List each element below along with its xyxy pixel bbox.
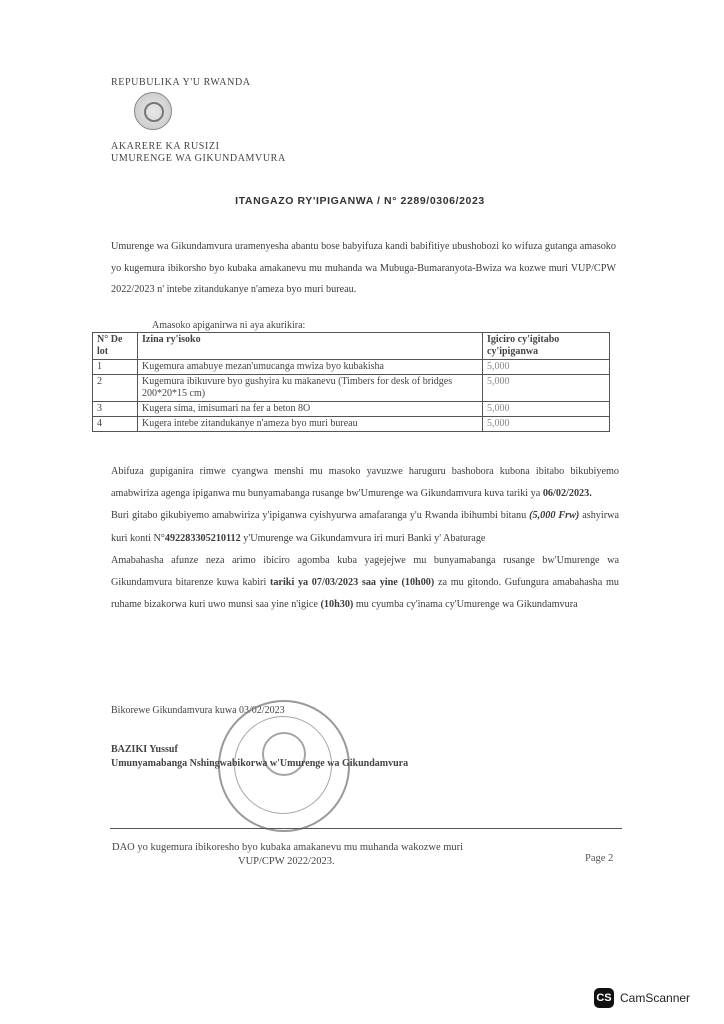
signer-name: BAZIKI Yussuf	[111, 744, 178, 755]
paragraph-text: Amabahasha afunze neza arimo ibiciro agomba kuba yagejejwe mu bunyamabanga rusange bw'Umurenge wa Gikundamvura bitarenze kuwa kabiri	[111, 554, 619, 589]
lot-price: 5,000	[483, 360, 610, 375]
header-lot: N° De lot	[93, 333, 138, 360]
table-row	[93, 417, 610, 432]
main-body	[111, 461, 619, 616]
sector-header: UMURENGE WA GIKUNDAMVURA	[111, 153, 286, 164]
table-row	[93, 402, 610, 417]
document-title: ITANGAZO RY'IPIGANWA / N° 2289/0306/2023	[235, 195, 485, 207]
paragraph-text: za mu gitondo. Gufungura amabahasha mu ruhame bizakorwa kuri uwo munsi saa yine n'igice	[111, 577, 619, 611]
rwanda-emblem-icon	[134, 92, 172, 130]
intro-paragraph: Umurenge wa Gikundamvura uramenyesha abantu bose babyifuza kandi babifitiye ubushobozi ko wifuza gutanga amasoko yo kugemura ibikorsho byo kubaka amakanevu mu muhanda wa Mubuga-Bumaranyota-Bwiza wa kozwe muri VUP/CPW 2022/2023 n' intebe zitandukanye n'ameza byo muri bureau.	[111, 241, 616, 295]
camscanner-logo-icon: CS	[594, 988, 614, 1008]
paragraph-documents	[111, 461, 619, 505]
footer-text-line2: VUP/CPW 2022/2023.	[238, 856, 335, 867]
paragraph-text: Buri gitabo gikubiyemo amabwiriza y'ipiganwa cyishyurwa amafaranga y'u Rwanda ibihumbi bitanu	[111, 510, 530, 522]
paragraph-text: y'Umurenge wa Gikundamvura iri muri Banki y' Abaturage	[240, 532, 486, 544]
page-number: Page 2	[585, 853, 614, 864]
header-price: Igiciro cy'igitabo cy'ipiganwa	[483, 333, 610, 360]
lot-price: 5,000	[483, 375, 610, 402]
lot-price: 5,000	[483, 402, 610, 417]
table-header-row	[93, 333, 610, 360]
paragraph-fee	[111, 505, 619, 549]
table-row	[93, 360, 610, 375]
lot-name: Kugera intebe zitandukanye n'ameza byo muri bureau	[138, 417, 483, 432]
district-header: AKARERE KA RUSIZI	[111, 141, 220, 152]
footer-text-line1: DAO yo kugemura ibikoresho byo kubaka amakanevu mu muhanda wakozwe muri	[112, 842, 464, 853]
lot-name: Kugera sima, imisumari na fer a beton 8O	[138, 402, 483, 417]
account-number: 492283305210112	[164, 532, 241, 544]
paragraph-text: mu cyumba cy'inama cy'Umurenge wa Gikundamvura	[353, 599, 578, 611]
submission-deadline: tariki ya 07/03/2023 saa yine (10h00)	[269, 577, 435, 589]
footer-divider	[110, 828, 622, 829]
fee-amount: (5,000 Frw)	[529, 510, 580, 522]
lots-table	[92, 332, 610, 432]
lot-name: Kugemura amabuye mezan'umucanga mwiza byo kubakisha	[138, 360, 483, 375]
paragraph-deadline	[111, 550, 619, 617]
lot-name: Kugemura ibikuvure byo gushyira ku makanevu (Timbers for desk of bridges 200*20*15 cm)	[138, 375, 483, 402]
lot-number: 4	[93, 417, 138, 432]
opening-time: (10h30)	[320, 599, 354, 611]
availability-date: 06/02/2023.	[542, 488, 592, 500]
done-at-line: Bikorewe Gikundamvura kuwa 03/02/2023	[111, 705, 285, 716]
lot-number: 1	[93, 360, 138, 375]
lot-number: 2	[93, 375, 138, 402]
table-caption: Amasoko apiganirwa ni aya akurikira:	[152, 320, 306, 331]
camscanner-label: CamScanner	[620, 991, 691, 1005]
lot-number: 3	[93, 402, 138, 417]
republic-header: REPUBULIKA Y'U RWANDA	[111, 77, 251, 88]
lot-price: 5,000	[483, 417, 610, 432]
signer-role: Umunyamabanga Nshingwabikorwa w'Umurenge wa Gikundamvura	[111, 758, 409, 769]
paragraph-text: ashyirwa kuri konti N°	[111, 510, 619, 544]
paragraph-text: Abifuza gupiganira rimwe cyangwa menshi mu masoko yavuzwe haruguru bashobora kubona ibitabo bikubiyemo amabwiriza agenga ipiganwa mu bunyamabanga rusange bw'Umurenge wa Gikundamvura kuva tariki ya	[111, 466, 619, 500]
header-name: Izina ry'isoko	[138, 333, 483, 360]
table-row	[93, 375, 610, 402]
